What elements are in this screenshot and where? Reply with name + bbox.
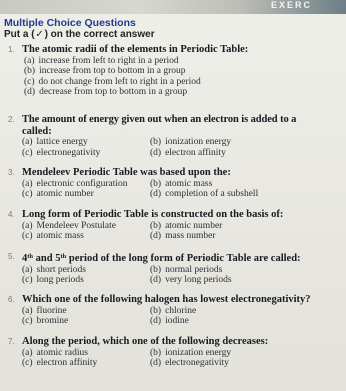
option-label: (d) [150,358,162,369]
option-d[interactable] [150,231,340,242]
option-a[interactable] [22,137,150,148]
option-label: (b) [150,178,162,189]
option-row [22,306,344,317]
option-label: (b) [150,264,162,275]
question-text [22,253,301,264]
option-label: (c) [24,76,35,87]
option-text: completion of a subshell [165,189,259,200]
option-text: chlorine [165,305,197,316]
option-row [22,316,344,327]
option-label: (a) [22,305,33,316]
option-label: (a) [22,178,33,189]
page-header-strip [0,0,346,14]
question-stem [8,44,344,56]
question-7 [8,336,344,369]
option-row [22,265,344,276]
option-b[interactable] [150,179,340,190]
question-stem [8,336,344,348]
option-c[interactable] [22,148,150,159]
option-text: very long periods [165,275,232,286]
question-stem [8,209,344,221]
option-d[interactable] [150,275,340,286]
question-text: Which one of the following halogen has lowest electronegativity? [22,294,311,305]
option-a[interactable] [22,265,150,276]
option-row [22,179,344,190]
option-label: (d) [150,231,162,242]
chapter-header-text: EXERC [270,0,312,10]
question-text-continued: called: [22,125,52,137]
option-text: ionization energy [165,137,232,147]
option-text: Mendeleev Postulate [36,220,116,231]
option-label: (d) [150,316,162,327]
option-a[interactable] [22,221,150,232]
option-row [22,275,344,286]
option-a[interactable] [22,306,150,317]
option-label: (b) [150,305,162,316]
option-text: do not change from left to right in a period [38,76,201,87]
checkmark-icon: ✓ [35,29,44,40]
option-b[interactable] [22,66,344,77]
section-title: Multiple Choice Questions [4,17,136,29]
option-label: (d) [150,189,162,200]
option-text: mass number [165,231,216,242]
question-number: 1. [8,45,15,54]
ordinal-suffix: th [60,253,67,260]
question-6 [8,294,344,327]
option-label: (c) [22,231,33,242]
option-c[interactable] [22,358,150,369]
option-label: (c) [22,189,33,200]
option-c[interactable] [22,275,150,286]
question-stem [8,167,344,179]
question-4 [8,209,344,242]
option-text: fluorine [36,305,67,316]
option-c[interactable] [22,77,344,88]
option-text: atomic number [36,189,94,200]
option-text: atomic mass [165,178,213,189]
instruction-line [4,29,340,41]
option-text: electronic configuration [36,178,128,189]
option-d[interactable] [150,316,340,327]
option-text: increase from left to right in a period [38,55,179,66]
question-3 [8,167,344,200]
instruction-suffix: ) on the correct answer [44,29,155,40]
question-5 [8,251,344,286]
option-text: atomic number [165,220,223,231]
option-label: (c) [22,147,33,158]
option-label: (d) [24,87,36,98]
option-text: increase from top to bottom in a group [39,66,186,77]
option-text: normal periods [165,264,223,275]
ordinal-number: and 5 [33,253,61,264]
option-label: (a) [24,55,35,66]
question-text: Long form of Periodic Table is constructed on the basis of: [22,209,284,220]
question-number: 2. [8,115,15,124]
option-a[interactable] [22,348,150,359]
option-b[interactable] [150,306,340,317]
question-number: 6. [8,295,15,304]
option-row [22,137,344,148]
option-label: (d) [150,147,162,158]
question-stem [8,251,344,265]
option-text: electron affinity [36,358,98,369]
option-label: (b) [150,137,162,147]
option-text: decrease from top to bottom in a group [39,87,188,98]
option-text: electronegativity [36,147,101,158]
option-d[interactable] [150,358,340,369]
question-number: 7. [8,337,15,346]
question-text: Along the period, which one of the following decreases: [22,336,269,347]
option-d[interactable] [150,189,340,200]
question-number: 4. [8,210,15,219]
section-heading [4,17,340,41]
question-text: Mendeleev Periodic Table was based upon the: [22,167,231,178]
question-1 [8,44,344,98]
instruction-prefix: Put a ( [4,29,35,40]
option-row [22,231,344,242]
option-text: iodine [165,316,189,327]
option-text: atomic radius [36,347,88,358]
option-b[interactable] [150,348,340,359]
option-text: atomic mass [36,231,84,242]
option-b[interactable] [150,137,340,148]
option-label: (a) [22,137,33,147]
option-c[interactable] [22,189,150,200]
option-label: (c) [22,275,33,286]
option-text: electron affinity [165,147,226,158]
option-label: (a) [22,264,33,275]
option-a[interactable] [22,56,344,67]
option-b[interactable] [150,221,340,232]
option-label: (d) [150,275,162,286]
option-text: short periods [36,264,86,275]
question-2 [8,114,344,158]
option-text: long periods [36,275,84,286]
option-text: ionization energy [165,347,232,358]
question-text: The atomic radii of the elements in Periodic Table: [22,44,249,55]
ordinal-number: 4 [22,253,28,264]
option-label: (b) [150,220,162,231]
option-row [22,148,344,159]
option-text: lattice energy [36,137,88,147]
question-number: 5. [8,252,15,261]
question-stem [8,294,344,306]
option-row [22,358,344,369]
question-stem [8,114,344,126]
option-label: (c) [22,316,33,327]
option-text: bromine [36,316,69,327]
option-row [22,348,344,359]
option-a[interactable] [22,179,150,190]
option-d[interactable] [22,87,344,98]
option-text: electronegativity [165,358,229,369]
option-d[interactable] [150,148,340,159]
question-text: The amount of energy given out when an electron is added to a [22,114,297,125]
option-b[interactable] [150,265,340,276]
question-text-rest: period of the long form of Periodic Table are called: [66,253,301,264]
option-label: (c) [22,358,33,369]
option-row [22,189,344,200]
question-number: 3. [8,168,15,177]
option-label: (a) [22,220,33,231]
option-label: (b) [150,347,162,358]
option-label: (a) [22,347,33,358]
option-row [22,221,344,232]
ordinal-suffix: th [27,253,34,260]
option-label: (b) [24,66,36,77]
option-c[interactable] [22,316,150,327]
option-c[interactable] [22,231,150,242]
